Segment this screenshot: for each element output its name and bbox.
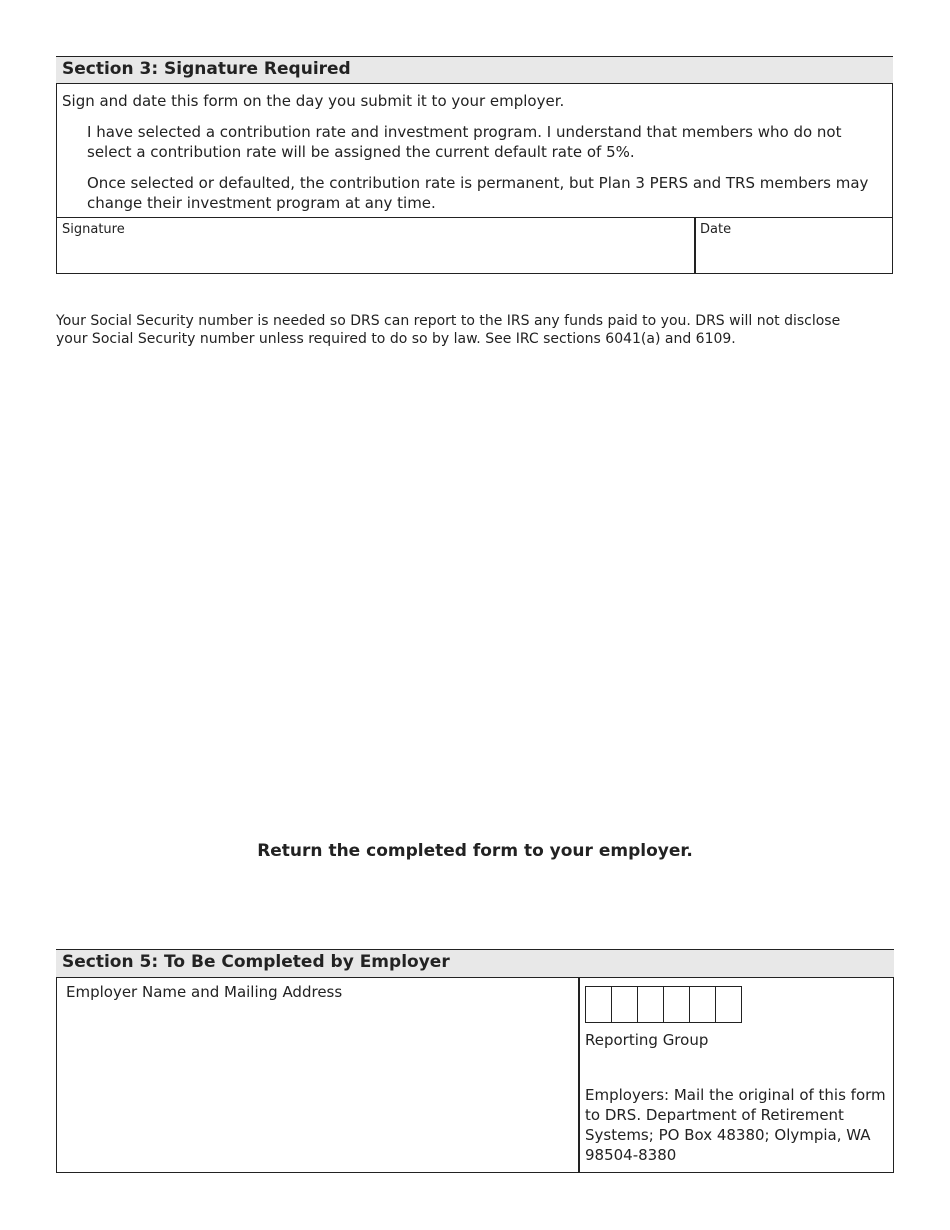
- section3-statement-2: Once selected or defaulted, the contribution rate is permanent, but Plan 3 PERS and TRS members may change their investment program at any time.: [87, 174, 869, 212]
- employer-address-label: Employer Name and Mailing Address: [66, 983, 343, 1001]
- reporting-group-digits: [586, 986, 742, 1023]
- reporting-group-digit-box[interactable]: [585, 986, 612, 1023]
- signature-field[interactable]: [56, 217, 696, 274]
- reporting-group-digit-box[interactable]: [663, 986, 690, 1023]
- reporting-group-digit-box[interactable]: [689, 986, 716, 1023]
- signature-label: Signature: [62, 222, 125, 237]
- ssn-notice: Your Social Security number is needed so DRS can report to the IRS any funds paid to you. DRS will not disclose your Social Security number unless required to do so by law. See IRC sections 6041(a) and 6109.: [56, 313, 841, 347]
- section5-title: Section 5: To Be Completed by Employer: [62, 952, 450, 972]
- reporting-group-digit-box[interactable]: [715, 986, 742, 1023]
- section3-instruction: Sign and date this form on the day you submit it to your employer.: [62, 92, 565, 110]
- section5-header: [56, 949, 894, 978]
- date-field[interactable]: [694, 217, 893, 274]
- mail-instructions: Employers: Mail the original of this form to DRS. Department of Retirement Systems; PO Box 48380; Olympia, WA 98504-8380: [585, 1086, 886, 1164]
- section3-header: [56, 56, 893, 84]
- return-notice: Return the completed form to your employer.: [257, 841, 693, 861]
- reporting-group-label: Reporting Group: [585, 1031, 709, 1049]
- section3-statement-1: I have selected a contribution rate and investment program. I understand that members who do not select a contribution rate will be assigned the current default rate of 5%.: [87, 123, 842, 161]
- reporting-group-digit-box[interactable]: [611, 986, 638, 1023]
- section3-body: [56, 83, 893, 218]
- date-label: Date: [700, 222, 732, 237]
- section3-title: Section 3: Signature Required: [62, 59, 351, 79]
- reporting-group-digit-box[interactable]: [637, 986, 664, 1023]
- reporting-group-cell: [578, 977, 894, 1173]
- employer-address-field[interactable]: [56, 977, 580, 1173]
